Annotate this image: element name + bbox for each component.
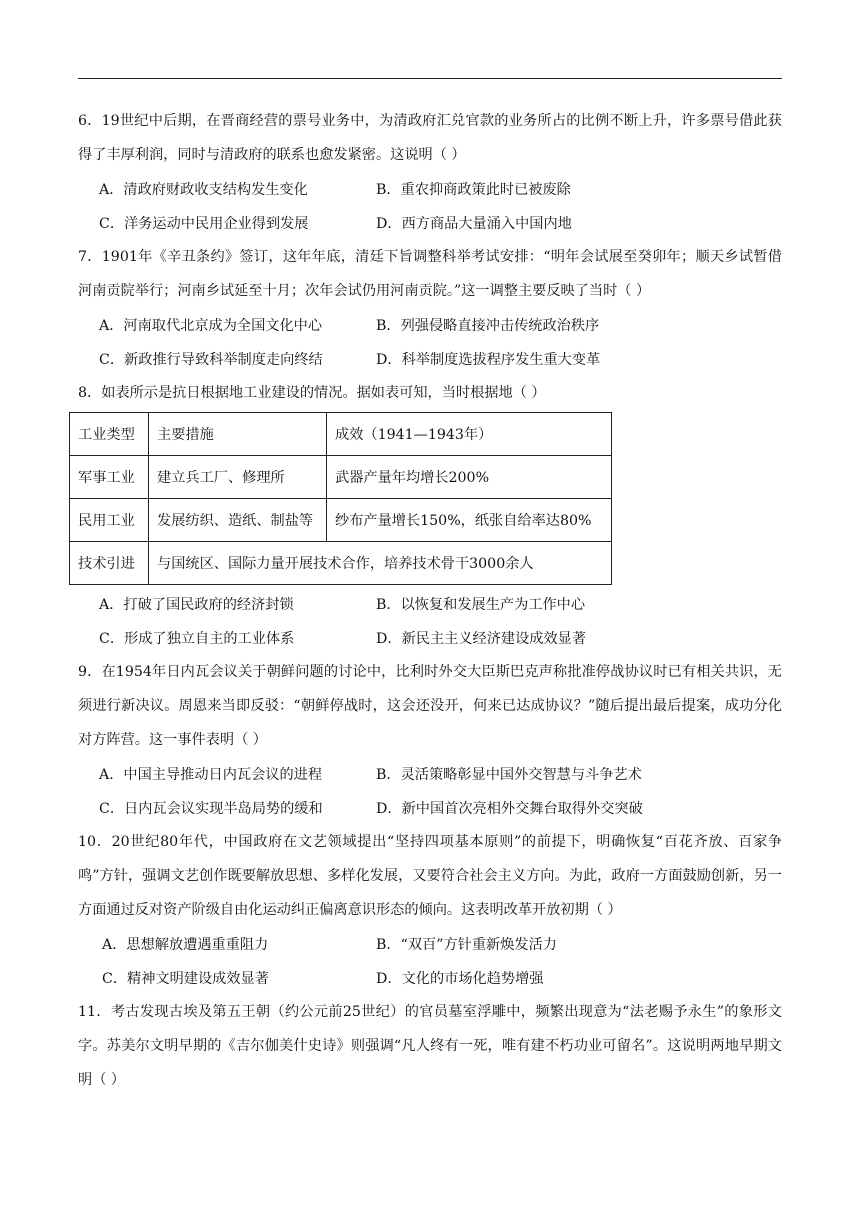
option-c: C．洋务运动中民用企业得到发展: [99, 216, 309, 232]
table-cell: 主要措施: [149, 413, 327, 456]
table-row: [70, 456, 612, 499]
option-a: A．打破了国民政府的经济封锁: [99, 597, 294, 613]
option-a: A．河南取代北京成为全国文化中心: [99, 318, 323, 334]
table-cell: 民用工业: [70, 499, 149, 542]
option-d: D．西方商品大量涌入中国内地: [376, 216, 572, 232]
option-b: B．重农抑商政策此时已被废除: [376, 182, 571, 198]
question-8-stem: 8．如表所示是抗日根据地工业建设的情况。据如表可知，当时根据地（ ）: [78, 385, 546, 401]
option-b: B．“双百”方针重新焕发活力: [376, 937, 557, 953]
option-b: B．灵活策略彰显中国外交智慧与斗争艺术: [376, 767, 642, 783]
question-6-stem: 6．19世纪中后期，在晋商经营的票号业务中，为清政府汇兑官款的业务所占的比例不断上升，许多票号借此获得了丰厚利润，同时与清政府的联系也愈发紧密。这说明（ ）: [78, 113, 782, 163]
option-a: A．中国主导推动日内瓦会议的进程: [99, 767, 323, 783]
table-header-row: [70, 413, 612, 456]
option-a: A．思想解放遭遇重重阻力: [102, 937, 269, 953]
table-cell: 军事工业: [70, 456, 149, 499]
question-7-options: [78, 308, 782, 376]
table-row: [70, 542, 612, 585]
table-cell: 发展纺织、造纸、制盐等: [149, 499, 327, 542]
option-c: C．形成了独立自主的工业体系: [99, 631, 295, 647]
option-d: D．科举制度选拔程序发生重大变革: [376, 352, 601, 368]
option-c: C．新政推行导致科举制度走向终结: [99, 352, 323, 368]
question-6-options: [78, 172, 782, 240]
option-b: B．列强侵略直接冲击传统政治秩序: [376, 318, 600, 334]
option-d: D．文化的市场化趋势增强: [376, 971, 544, 987]
question-7-stem: 7．1901年《辛丑条约》签订，这年年底，清廷下旨调整科举考试安排：“明年会试展至癸卯年；顺天乡试暂借河南贡院举行；河南乡试延至十月；次年会试仍用河南贡院。”这一调整主要反映了当时（ ）: [78, 249, 782, 299]
exam-content: [78, 104, 782, 1097]
question-8-options: [78, 587, 782, 655]
option-d: D．新中国首次亮相外交舞台取得外交突破: [376, 801, 643, 817]
question-9-options: [78, 757, 782, 825]
table-cell: 武器产量年均增长200%: [327, 456, 612, 499]
option-c: C．精神文明建设成效显著: [102, 971, 269, 987]
option-b: B．以恢复和发展生产为工作中心: [376, 597, 586, 613]
option-d: D．新民主主义经济建设成效显著: [376, 631, 587, 647]
question-9-stem: 9．在1954年日内瓦会议关于朝鲜问题的讨论中，比利时外交大臣斯巴克声称批准停战协议时已有相关共识，无须进行新决议。周恩来当即反驳：“朝鲜停战时，这会还没开，何来已达成协议？”随后提出最后提案，成功分化对方阵营。这一事件表明（ ）: [78, 664, 782, 748]
option-a: A．清政府财政收支结构发生变化: [99, 182, 308, 198]
table-cell: 与国统区、国际力量开展技术合作，培养技术骨干3000余人: [149, 542, 612, 585]
header-rule: [78, 78, 782, 79]
table-cell: 建立兵工厂、修理所: [149, 456, 327, 499]
table-row: [70, 499, 612, 542]
table-cell: 工业类型: [70, 413, 149, 456]
industry-table: [69, 412, 612, 585]
table-cell: 纱布产量增长150%，纸张自给率达80%: [327, 499, 612, 542]
table-cell: 技术引进: [70, 542, 149, 585]
question-10-options: [78, 927, 782, 995]
question-11-stem: 11．考古发现古埃及第五王朝（约公元前25世纪）的官员墓室浮雕中，频繁出现意为“法老赐予永生”的象形文字。苏美尔文明早期的《吉尔伽美什史诗》则强调“凡人终有一死，唯有建不朽功业可留名”。这说明两地早期文明（ ）: [78, 1004, 782, 1088]
question-10-stem: 10．20世纪80年代，中国政府在文艺领域提出“坚持四项基本原则”的前提下，明确恢复“百花齐放、百家争鸣”方针，强调文艺创作既要解放思想、多样化发展，又要符合社会主义方向。为此，政府一方面鼓励创新，另一方面通过反对资产阶级自由化运动纠正偏离意识形态的倾向。这表明改革开放初期（ ）: [78, 834, 782, 918]
option-c: C．日内瓦会议实现半岛局势的缓和: [99, 801, 323, 817]
table-cell: 成效（1941—1943年）: [327, 413, 612, 456]
